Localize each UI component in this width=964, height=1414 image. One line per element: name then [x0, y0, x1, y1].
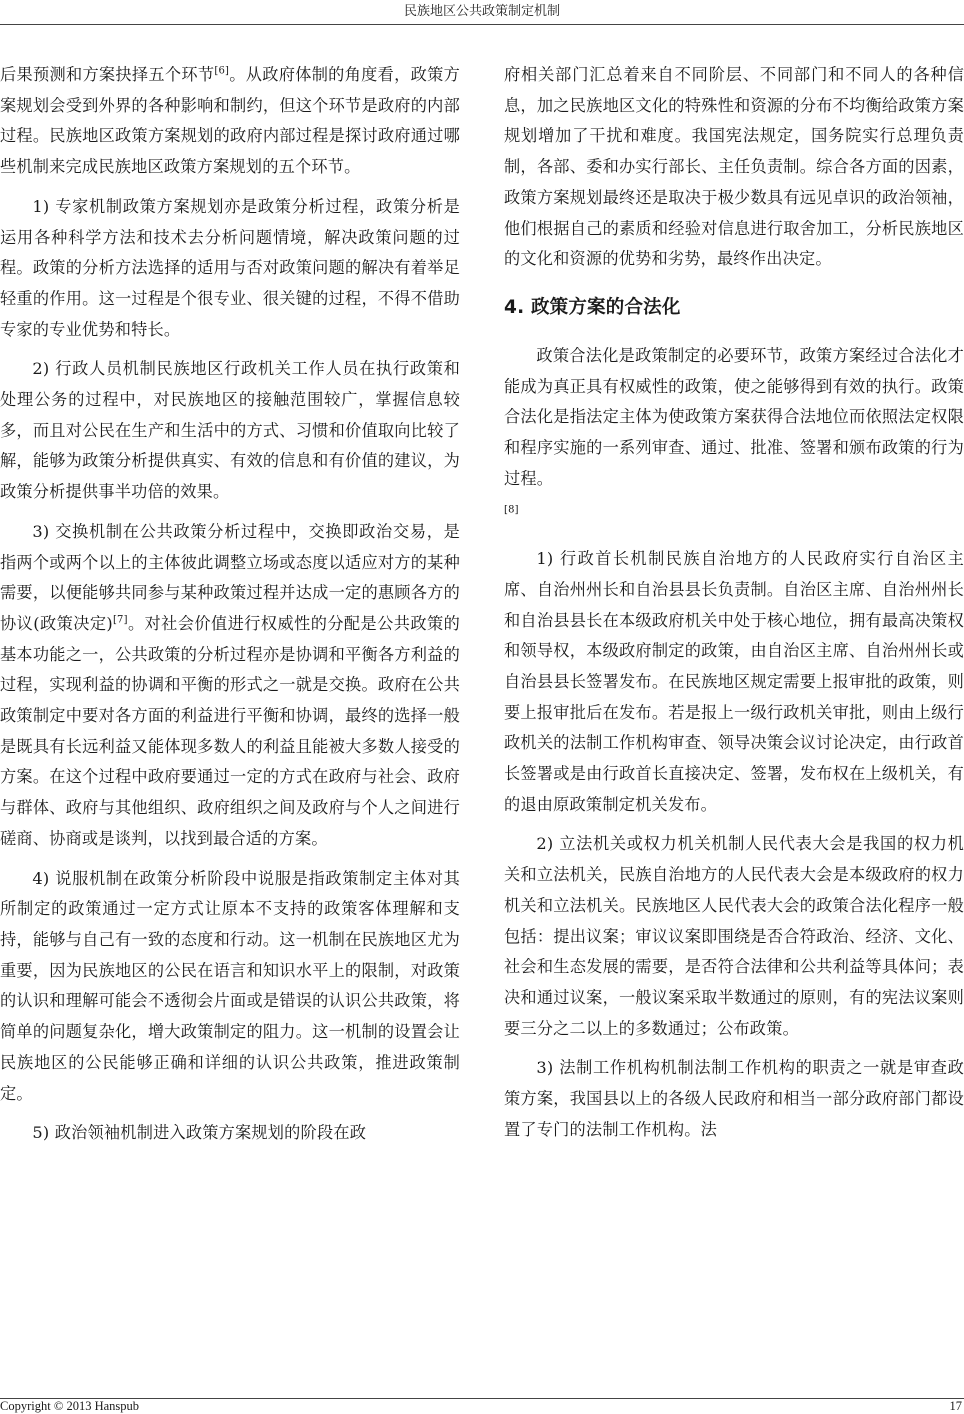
paragraph-executive-head-mechanism: 1) 行政首长机制民族自治地方的人民政府实行自治区主席、自治州州长和自治县县长负责制。自治区主席、自治州州长和自治县县长在本级政府机关中处于核心地位，拥有最高决策权和领导权，本级政府制定的政策，由自治区主席、自治州州长或自治县县长签署发布。在民族地区规定需要上报审批的政策，则要上报审批后在发布。若是报上一级行政机关审批，则由上级行政机关的法制工作机构审查、领导决策会议讨论决定，由行政首长签署或是由行政首长直接决定、签署，发布权在上级机关，有的退由原政策制定机关发布。 — [504, 549, 964, 814]
paragraph-admin-staff-mechanism: 2) 行政人员机制民族地区行政机关工作人员在执行政策和处理公务的过程中，对民族地区的接触范围较广，掌握信息较多，而且对公民在生产和生活中的方式、习惯和价值取向比较了解，能够为政策分析提供真实、有效的信息和有价值的建议，为政策分析提供事半功倍的效果。 — [0, 359, 460, 502]
running-header — [0, 0, 964, 26]
footer-rule — [0, 1398, 964, 1399]
paragraph: 府相关部门汇总着来自不同阶层、不同部门和不同人的各种信息，加之民族地区文化的特殊性和资源的分布不均衡给政策方案规划增加了干扰和难度。我国宪法规定，国务院实行总理负责制，各部、委和办实行部长、主任负责制。综合各方面的因素，政策方案规划最终还是取决于极少数具有远见卓识的政治领袖，他们根据自己的素质和经验对信息进行取舍加工，分析民族地区的文化和资源的优势和劣势，最终作出决定。 — [504, 65, 964, 269]
left-column — [0, 60, 460, 1158]
paragraph-text: 后果预测和方案抉择五个环节 — [0, 65, 215, 84]
page-number: 17 — [949, 1399, 962, 1413]
right-column — [504, 60, 964, 1155]
section-heading: 4. 政策方案的合法化 — [504, 296, 681, 318]
paragraph-legislature-mechanism: 2) 立法机关或权力机关机制人民代表大会是我国的权力机关和立法机关，民族自治地方的人民代表大会是本级政府的权力机关和立法机关。民族地区人民代表大会的政策合法化程序一般包括：提出议案；审议议案即围绕是否合符政治、经济、文化、社会和生态发展的需要，是否符合法律和公共利益等具体问；表决和通过议案，一般议案采取半数通过的原则，有的宪法议案则要三分之二以上的多数通过；公布政策。 — [504, 834, 964, 1038]
citation-ref: [6] — [214, 65, 230, 77]
citation-ref: [8] — [504, 505, 519, 517]
paragraph-legalization: 政策合法化是政策制定的必要环节，政策方案经过合法化才能成为真正具有权威性的政策，使之能够得到有效的执行。政策合法化是指法定主体为使政策方案获得合法地位而依照法定权限和程序实施的一系列审查、通过、批准、签署和颁布政策的行为过程。 — [504, 345, 964, 488]
copyright-notice: Copyright © 2013 Hanspub — [0, 1399, 140, 1413]
paragraph-text: 3) 交换机制在公共政策分析过程中，交换即政治交易，是指两个或两个以上的主体彼此调整立场或态度以适应对方的某种需要，以便能够共同参与某种政策过程并达成一定的惠顾各方的协议(政策决定) — [0, 521, 460, 633]
paragraph-text: 。对社会价值进行权威性的分配是公共政策的基本功能之一，公共政策的分析过程亦是协调和平衡各方利益的过程，实现利益的协调和平衡的形式之一就是交换。政府在公共政策制定中要对各方面的利益进行平衡和协调，最终的选择一般是既具有长远利益又能体现多数人的利益且能被大多数人接受的方案。在这个过程中政府要通过一定的方式在政府与社会、政府与群体、政府与其他组织、政府组织之间及政府与个人之间进行磋商、协商或是谈判，以找到最合适的方案。 — [0, 613, 461, 848]
paragraph-legal-affairs-mechanism: 3) 法制工作机构机制法制工作机构的职责之一就是审查政策方案，我国县以上的各级人民政府和相当一部分政府部门都设置了专门的法制工作机构。法 — [504, 1058, 964, 1139]
paragraph-exchange-mechanism — [0, 517, 460, 855]
header-rule — [0, 24, 964, 25]
paragraph-expert-mechanism: 1) 专家机制政策方案规划亦是政策分析过程，政策分析是运用各种科学方法和技术去分析问题情境，解决政策问题的过程。政策的分析方法选择的适用与否对政策问题的解决有着举足轻重的作用。这一过程是个很专业、很关键的过程，不得不借助专家的专业优势和特长。 — [0, 196, 460, 339]
citation-ref: [7] — [112, 614, 128, 626]
paragraph-persuasion-mechanism: 4) 说服机制在政策分析阶段中说服是指政策制定主体对其所制定的政策通过一定方式让原本不支持的政策客体理解和支持，能够与自己有一致的态度和行动。这一机制在民族地区尤为重要，因为民族地区的公民在语言和知识水平上的限制，对政策的认识和理解可能会不透彻会片面或是错误的认识公共政策，将简单的问题复杂化，增大政策制定的阻力。这一机制的设置会让民族地区的公民能够正确和详细的认识公共政策，推进政策制定。 — [0, 868, 460, 1103]
paragraph-political-leader-mechanism: 5) 政治领袖机制进入政策方案规划的阶段在政 — [32, 1123, 367, 1143]
paragraph — [0, 60, 460, 183]
paragraph-text: 。从政府体制的角度看，政策方案规划会受到外界的各种影响和制约，但这个环节是政府的内部过程。民族地区政策方案规划的政府内部过程是探讨政府通过哪些机制来完成民族地区政策方案规划的五个环节。 — [0, 65, 460, 177]
paragraph-ref-line — [504, 499, 964, 530]
running-header-title: 民族地区公共政策制定机制 — [403, 4, 560, 19]
